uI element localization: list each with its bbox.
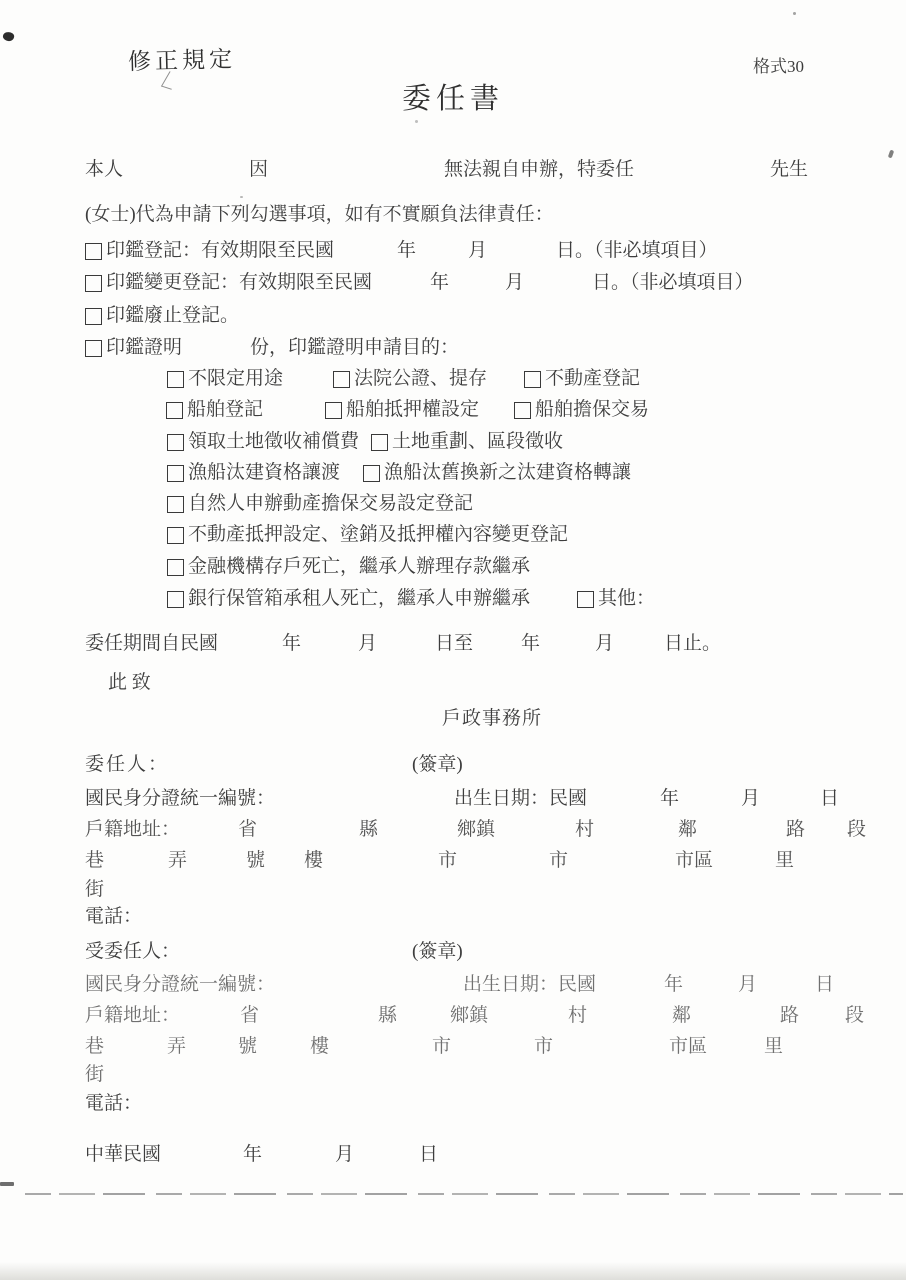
seal-change-year: 年: [430, 272, 450, 293]
agent-road: 路: [780, 1005, 800, 1026]
principal-county: 縣: [359, 819, 379, 840]
period-year2: 年: [521, 633, 541, 654]
checkbox-purpose-deposit-inheritance[interactable]: [167, 559, 184, 576]
label-purpose-deposit-inheritance: 金融機構存戶死亡，繼承人辦理存款繼承: [188, 556, 531, 577]
principal-li: 里: [775, 850, 795, 871]
agent-township: 鄉鎮: [450, 1005, 489, 1026]
intro-cause-label: 因: [249, 159, 269, 180]
agent-address-label: 戶籍地址：: [85, 1005, 181, 1026]
agent-id-label: 國民身分證統一編號：: [85, 974, 276, 995]
principal-signature-label: (簽章): [412, 754, 463, 775]
agent-birth-label: 出生日期：民國: [463, 974, 597, 995]
principal-district: 市區: [675, 850, 714, 871]
agent-alley: 弄: [167, 1036, 187, 1057]
agent-phone-label: 電話：: [85, 1093, 143, 1114]
agent-birth-day: 日: [815, 974, 835, 995]
label-purpose-land-rezoning: 土地重劃、區段徵收: [392, 431, 564, 452]
principal-city1: 市: [438, 850, 458, 871]
agent-lane: 巷: [85, 1036, 105, 1057]
principal-alley: 弄: [168, 850, 188, 871]
principal-number: 號: [246, 850, 266, 871]
principal-province: 省: [238, 819, 258, 840]
seal-certificate-copies-suffix: 份，印鑑證明申請目的：: [250, 337, 460, 358]
agent-signature-label: (簽章): [412, 941, 463, 962]
page-title: 委任書: [401, 83, 504, 115]
seal-registration-day-note: 日。（非必填項目）: [556, 240, 718, 261]
scan-fold-line: [25, 1193, 903, 1195]
principal-township: 鄉鎮: [457, 819, 496, 840]
label-seal-change: 印鑑變更登記：有效期限至民國: [106, 272, 373, 293]
label-purpose-fishing-renewal: 漁船汰舊換新之汰建資格轉讓: [384, 462, 632, 483]
scan-speck: [793, 12, 796, 15]
period-prefix: 委任期間自民國: [85, 633, 219, 654]
agent-birth-month: 月: [738, 974, 758, 995]
principal-address-label: 戶籍地址：: [85, 819, 181, 840]
addressee-to: 此 致: [108, 672, 151, 693]
agent-neighborhood: 鄰: [672, 1005, 692, 1026]
label-purpose-safebox-inheritance: 銀行保管箱承租人死亡，繼承人申辦繼承: [188, 588, 531, 609]
footer-era-label: 中華民國: [85, 1144, 162, 1165]
scan-speck: [888, 150, 894, 159]
principal-road: 路: [786, 819, 806, 840]
checkbox-purpose-real-estate[interactable]: [524, 371, 541, 388]
agent-county: 縣: [378, 1005, 398, 1026]
footer-day: 日: [419, 1144, 439, 1165]
intro-statement: 無法親自申辦，特委任: [444, 159, 635, 180]
checkbox-purpose-mortgage-modification[interactable]: [167, 527, 184, 544]
label-purpose-court-notarization: 法院公證、提存: [354, 368, 488, 389]
period-month2: 月: [595, 633, 615, 654]
handwritten-revision-note: 修正規定: [127, 46, 237, 75]
label-purpose-ship-secured: 船舶擔保交易: [535, 399, 650, 420]
checkbox-purpose-fishing-transfer[interactable]: [167, 465, 184, 482]
agent-district: 市區: [669, 1036, 708, 1057]
agent-city2: 市: [534, 1036, 554, 1057]
label-purpose-real-estate: 不動產登記: [545, 368, 641, 389]
seal-registration-year: 年: [397, 240, 417, 261]
label-purpose-other: 其他：: [598, 588, 656, 609]
checkbox-purpose-ship-registration[interactable]: [166, 402, 183, 419]
label-purpose-unrestricted: 不限定用途: [188, 368, 284, 389]
checkbox-seal-abolish[interactable]: [85, 308, 102, 325]
principal-neighborhood: 鄰: [678, 819, 698, 840]
label-seal-registration: 印鑑登記：有效期限至民國: [106, 240, 335, 261]
principal-street: 街: [85, 879, 105, 900]
agent-city1: 市: [432, 1036, 452, 1057]
agent-birth-year: 年: [664, 974, 684, 995]
form-code: 格式30: [753, 57, 804, 76]
period-day-to: 日至: [435, 633, 474, 654]
principal-birth-label: 出生日期：民國: [454, 788, 588, 809]
label-purpose-ship-registration: 船舶登記: [187, 399, 264, 420]
principal-floor: 樓: [304, 850, 324, 871]
seal-registration-month: 月: [468, 240, 488, 261]
scan-speck: [240, 196, 243, 198]
intro-liability-statement: (女士)代為申請下列勾選事項，如有不實願負法律責任：: [85, 204, 554, 225]
checkbox-purpose-unrestricted[interactable]: [167, 371, 184, 388]
period-year1: 年: [282, 633, 302, 654]
agent-street: 街: [85, 1064, 105, 1085]
household-registration-office: 戶政事務所: [442, 708, 543, 729]
seal-change-day-note: 日。（非必填項目）: [592, 272, 754, 293]
checkbox-purpose-ship-secured[interactable]: [514, 402, 531, 419]
period-month1: 月: [358, 633, 378, 654]
label-purpose-chattel-secured: 自然人申辦動產擔保交易設定登記: [188, 493, 474, 514]
label-purpose-fishing-transfer: 漁船汰建資格讓渡: [188, 462, 341, 483]
agent-li: 里: [764, 1036, 784, 1057]
scan-blot: [2, 30, 15, 42]
checkbox-seal-registration[interactable]: [85, 243, 102, 260]
label-purpose-land-compensation: 領取土地徵收補償費: [188, 431, 360, 452]
agent-province: 省: [240, 1005, 260, 1026]
principal-id-label: 國民身分證統一編號：: [85, 788, 276, 809]
principal-role-label: 委任人：: [85, 754, 170, 775]
label-purpose-mortgage-modification: 不動產抵押設定、塗銷及抵押權內容變更登記: [188, 524, 569, 545]
checkbox-purpose-court-notarization[interactable]: [333, 371, 350, 388]
principal-village: 村: [575, 819, 595, 840]
principal-birth-day: 日: [820, 788, 840, 809]
intro-self-label: 本人: [85, 159, 124, 180]
checkbox-seal-change[interactable]: [85, 275, 102, 292]
checkbox-purpose-other[interactable]: [577, 591, 594, 608]
principal-section: 段: [847, 819, 867, 840]
scan-speck: [415, 120, 418, 123]
checkbox-purpose-land-compensation[interactable]: [167, 434, 184, 451]
intro-honorific: 先生: [770, 159, 809, 180]
footer-month: 月: [335, 1144, 355, 1165]
principal-city2: 市: [549, 850, 569, 871]
principal-lane: 巷: [85, 850, 105, 871]
checkbox-purpose-safebox-inheritance[interactable]: [167, 591, 184, 608]
scan-speck: [0, 1182, 14, 1186]
label-purpose-ship-mortgage: 船舶抵押權設定: [346, 399, 480, 420]
checkbox-purpose-land-rezoning[interactable]: [371, 434, 388, 451]
checkbox-purpose-chattel-secured[interactable]: [167, 496, 184, 513]
agent-village: 村: [568, 1005, 588, 1026]
label-seal-certificate: 印鑑證明: [106, 337, 183, 358]
footer-year: 年: [243, 1144, 263, 1165]
label-seal-abolish: 印鑑廢止登記。: [106, 305, 240, 326]
principal-birth-year: 年: [660, 788, 680, 809]
principal-phone-label: 電話：: [85, 906, 143, 927]
principal-birth-month: 月: [741, 788, 761, 809]
agent-role-label: 受委任人：: [85, 941, 181, 962]
agent-section: 段: [845, 1005, 865, 1026]
period-day-end: 日止。: [664, 633, 722, 654]
checkbox-seal-certificate[interactable]: [85, 340, 102, 357]
seal-change-month: 月: [505, 272, 525, 293]
agent-floor: 樓: [310, 1036, 330, 1057]
agent-number: 號: [238, 1036, 258, 1057]
scan-edge-shadow: [0, 1262, 906, 1280]
checkbox-purpose-ship-mortgage[interactable]: [325, 402, 342, 419]
checkbox-purpose-fishing-renewal[interactable]: [363, 465, 380, 482]
